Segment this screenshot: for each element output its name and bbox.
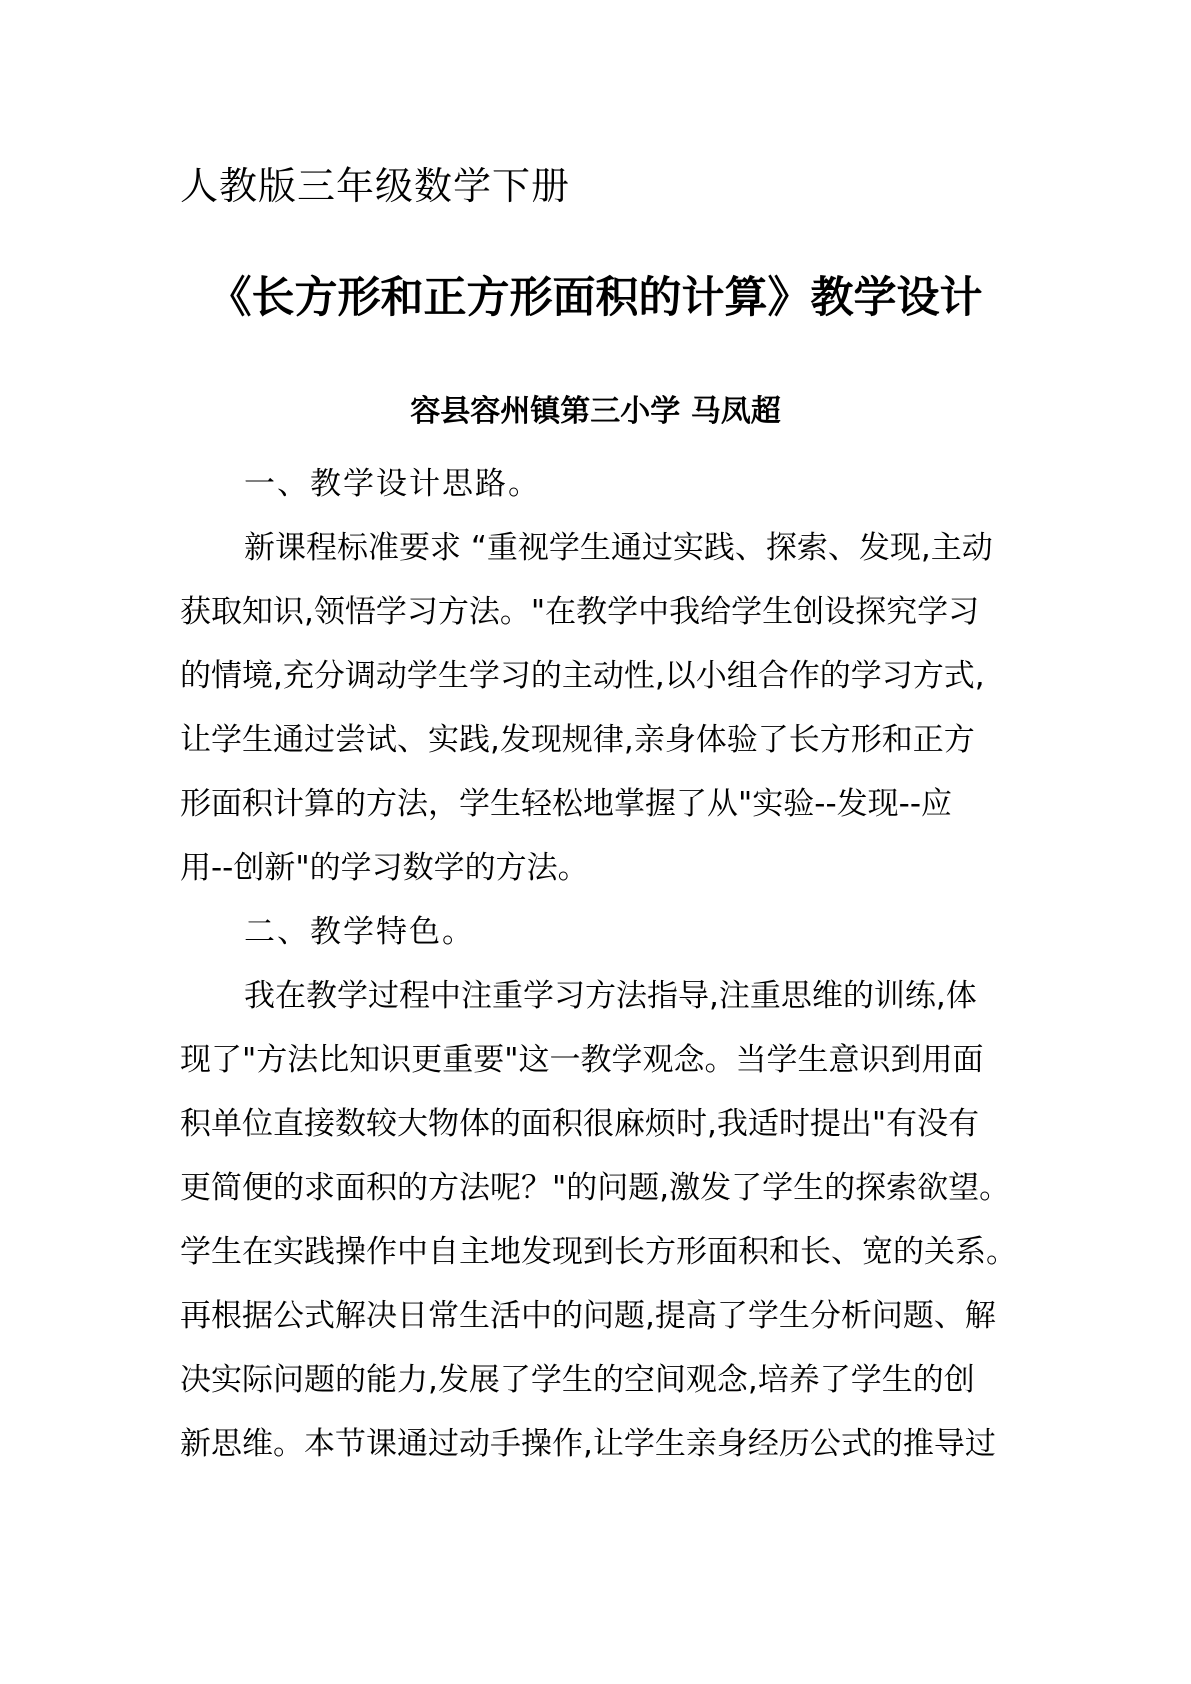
paragraph-line: 形面积计算的方法，学生轻松地掌握了从"实验--发现--应 <box>180 786 953 822</box>
paragraph-line: 现了"方法比知识更重要"这一教学观念。当学生意识到用面 <box>180 1042 984 1078</box>
paragraph-line: 更简便的求面积的方法呢？"的问题,激发了学生的探索欲望。 <box>180 1170 1011 1206</box>
paragraph-line: 决实际问题的能力,发展了学生的空间观念,培养了学生的创 <box>180 1362 975 1398</box>
paragraph-line: 学生在实践操作中自主地发现到长方形面积和长、宽的关系。 <box>180 1234 1017 1270</box>
section-heading-2: 二、教学特色。 <box>244 914 475 950</box>
document-subject: 人教版三年级数学下册 <box>180 164 571 208</box>
paragraph-line: 新课程标准要求 “重视学生通过实践、探索、发现,主动 <box>244 530 993 566</box>
document-title: 《长方形和正方形面积的计算》教学设计 <box>208 273 983 323</box>
document-author: 容县容州镇第三小学 马凤超 <box>410 394 781 429</box>
paragraph-line: 让学生通过尝试、实践,发现规律,亲身体验了长方形和正方 <box>180 722 975 758</box>
paragraph-line: 积单位直接数较大物体的面积很麻烦时,我适时提出"有没有 <box>180 1106 980 1142</box>
document-body <box>180 452 1020 1476</box>
paragraph-line: 的情境,充分调动学生学习的主动性,以小组合作的学习方式, <box>180 658 985 694</box>
paragraph-line: 我在教学过程中注重学习方法指导,注重思维的训练,体 <box>244 978 977 1014</box>
paragraph-line: 获取知识,领悟学习方法。"在教学中我给学生创设探究学习 <box>180 594 980 630</box>
paragraph-line: 用--创新"的学习数学的方法。 <box>180 850 589 886</box>
paragraph-line: 新思维。本节课通过动手操作,让学生亲身经历公式的推导过 <box>180 1426 996 1462</box>
paragraph-line: 再根据公式解决日常生活中的问题,提高了学生分析问题、解 <box>180 1298 996 1334</box>
section-heading-1: 一、教学设计思路。 <box>244 466 541 502</box>
